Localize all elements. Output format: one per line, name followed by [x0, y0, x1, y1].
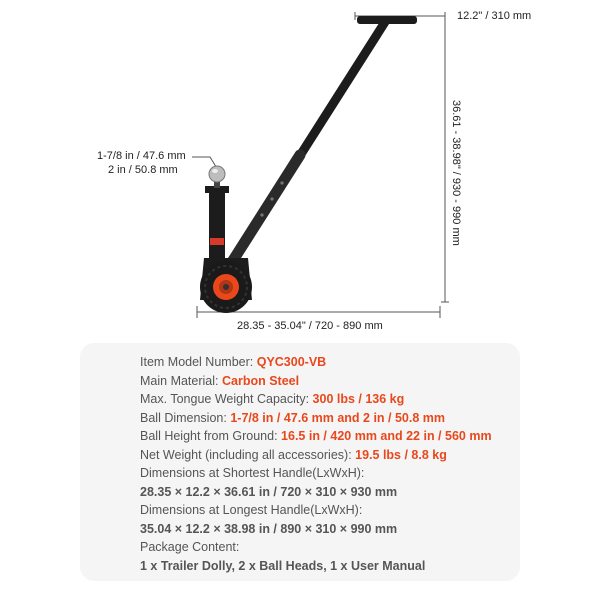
spec-capacity-value: 300 lbs / 136 kg	[312, 392, 405, 406]
length-range-label: 28.35 - 35.04" / 720 - 890 mm	[237, 320, 383, 332]
handle-width-label: 12.2" / 310 mm	[457, 10, 532, 22]
spec-capacity-label: Max. Tongue Weight Capacity:	[140, 392, 313, 406]
spec-model-value: QYC300-VB	[256, 355, 327, 369]
spec-package-label: Package Content:	[140, 540, 240, 554]
warning-label	[210, 238, 224, 245]
spec-list	[140, 353, 492, 575]
spec-ball-label: Ball Dimension:	[140, 410, 231, 425]
spec-net-weight-label: Net Weight (including all accessories):	[140, 447, 356, 462]
spec-model-label: Item Model Number:	[140, 355, 257, 369]
spec-net-weight	[140, 446, 492, 465]
spec-package-value: 1 x Trailer Dolly, 2 x Ball Heads, 1 x User Manual	[140, 558, 426, 573]
height-dimension-line	[441, 16, 449, 302]
specifications-card	[80, 343, 520, 581]
hitch-ball-icon	[209, 166, 225, 182]
spec-capacity	[140, 390, 492, 409]
pneumatic-wheel	[200, 261, 252, 313]
spec-ball-height-label: Ball Height from Ground:	[140, 429, 282, 443]
ball-size-label-1: 1-7/8 in / 47.6 mm	[97, 150, 186, 162]
ball-mount-post	[209, 190, 225, 260]
spec-shortest-label: Dimensions at Shortest Handle(LxWxH):	[140, 466, 365, 480]
spec-ball-dimension	[140, 409, 492, 428]
spec-material-value: Carbon Steel	[221, 373, 300, 388]
spec-material-label: Main Material:	[140, 373, 222, 388]
spec-longest-label: Dimensions at Longest Handle(LxWxH):	[140, 503, 363, 517]
spec-net-weight-value: 19.5 lbs / 8.8 kg	[355, 447, 447, 462]
spec-ball-height	[140, 427, 492, 446]
height-range-label: 36.61 - 38.98" / 930 - 990 mm	[450, 100, 462, 246]
handle-lower-shaft	[232, 155, 300, 262]
spec-model	[140, 353, 492, 372]
spec-longest-value: 35.04 × 12.2 × 38.98 in / 890 × 310 × 990 mm	[140, 521, 398, 536]
ball-size-label-2: 2 in / 50.8 mm	[108, 164, 178, 176]
spec-material	[140, 372, 492, 391]
spec-ball-height-value: 16.5 in / 420 mm and 22 in / 560 mm	[281, 429, 492, 443]
spec-shortest-value: 28.35 × 12.2 × 36.61 in / 720 × 310 × 930 mm	[140, 484, 398, 499]
spec-ball-value: 1-7/8 in / 47.6 mm and 2 in / 50.8 mm	[230, 410, 446, 425]
